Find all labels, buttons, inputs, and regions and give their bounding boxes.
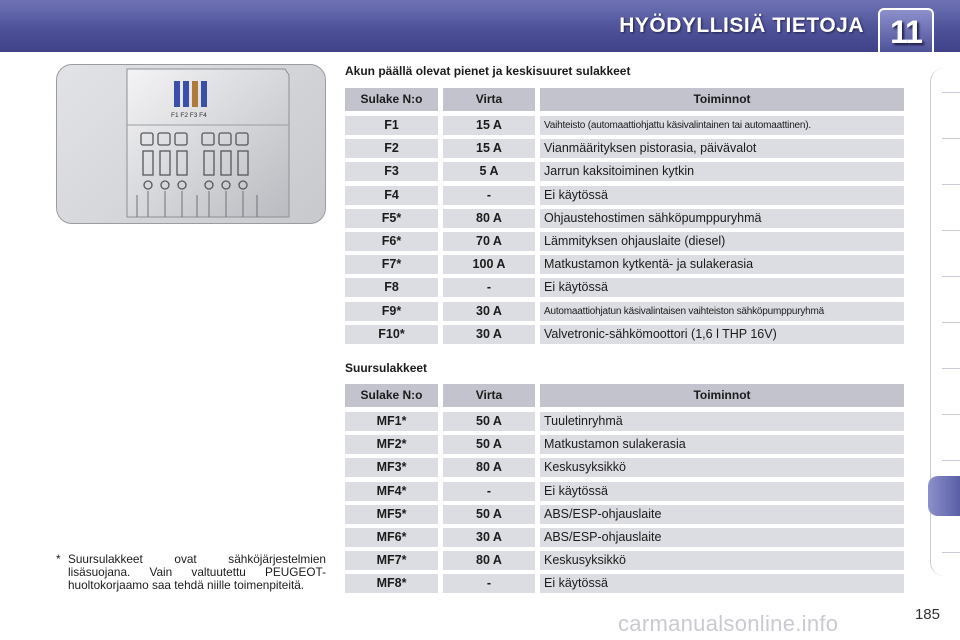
table-header-row (345, 88, 904, 116)
table-row (345, 574, 904, 597)
fuse-current: - (443, 278, 535, 297)
table-row (345, 528, 904, 551)
fuse-number: F1 (345, 116, 438, 135)
chapter-number: 11 (890, 14, 922, 50)
fuse-current: - (443, 482, 535, 501)
side-tick (942, 322, 960, 323)
side-tick (942, 276, 960, 277)
column-header-current: Virta (443, 88, 535, 111)
fuse-function: Ei käytössä (540, 186, 904, 205)
fuse-number: F2 (345, 139, 438, 158)
table-row (345, 162, 904, 185)
fuse-number: MF1* (345, 412, 438, 431)
small-fuses-table (345, 88, 904, 348)
fuse-function: Ohjaustehostimen sähköpumppuryhmä (540, 209, 904, 228)
fuse-number: F10* (345, 325, 438, 344)
table-row (345, 482, 904, 505)
header-band (0, 0, 960, 52)
side-tick (942, 368, 960, 369)
fuse-f2 (183, 81, 189, 107)
fuse-current: 15 A (443, 139, 535, 158)
fuse-function: Tuuletinryhmä (540, 412, 904, 431)
fuse-number: MF2* (345, 435, 438, 454)
side-tick (942, 552, 960, 553)
side-tick (942, 460, 960, 461)
side-tick (942, 92, 960, 93)
fuse-current: 100 A (443, 255, 535, 274)
fuse-number: MF3* (345, 458, 438, 477)
table-row (345, 435, 904, 458)
column-header-fuse: Sulake N:o (345, 88, 438, 111)
fuse-number: F7* (345, 255, 438, 274)
fuse-function: Vianmäärityksen pistorasia, päivävalot (540, 139, 904, 158)
fuse-function: Matkustamon kytkentä- ja sulakerasia (540, 255, 904, 274)
small-fuses-title: Akun päällä olevat pienet ja keskisuuret sulakkeet (345, 64, 631, 78)
fuse-number: MF4* (345, 482, 438, 501)
column-header-current: Virta (443, 384, 535, 407)
fuse-box-illustration (56, 64, 326, 224)
fuse-function: Keskusyksikkö (540, 551, 904, 570)
table-row (345, 278, 904, 301)
footnote-marker: * (56, 552, 61, 566)
fuse-box-drawing (57, 65, 326, 224)
column-header-function: Toiminnot (540, 384, 904, 407)
table-row (345, 232, 904, 255)
fuse-current: 5 A (443, 162, 535, 181)
table-row (345, 325, 904, 348)
page-number: 185 (914, 606, 940, 623)
fuse-current: 70 A (443, 232, 535, 251)
table-row (345, 116, 904, 139)
fuse-function: Ei käytössä (540, 482, 904, 501)
watermark: carmanualsonline.info (618, 611, 839, 636)
maxi-fuses-title: Suursulakkeet (345, 361, 428, 375)
fuse-function: Ei käytössä (540, 574, 904, 593)
table-row (345, 255, 904, 278)
table-row (345, 186, 904, 209)
side-tick (942, 184, 960, 185)
fuse-current: 50 A (443, 435, 535, 454)
table-row (345, 505, 904, 528)
fuse-function: Valvetronic-sähkömoottori (1,6 l THP 16V) (540, 325, 904, 344)
fuse-f3 (192, 81, 198, 107)
fuse-number: MF5* (345, 505, 438, 524)
table-row (345, 551, 904, 574)
fuse-function: Matkustamon sulakerasia (540, 435, 904, 454)
fuse-current: 15 A (443, 116, 535, 135)
fuse-number: F5* (345, 209, 438, 228)
fuse-f4 (201, 81, 207, 107)
fuse-number: F4 (345, 186, 438, 205)
table-row (345, 209, 904, 232)
table-row (345, 139, 904, 162)
active-chapter-tab[interactable] (928, 476, 960, 516)
fuse-current: 80 A (443, 458, 535, 477)
side-tick (942, 414, 960, 415)
page-title: HYÖDYLLISIÄ TIETOJA (619, 14, 864, 37)
fuse-function: Automaattiohjatun käsivalintaisen vaihteiston sähköpumppuryhmä (540, 302, 904, 321)
fuse-current: 80 A (443, 209, 535, 228)
fuse-number: F3 (345, 162, 438, 181)
fuse-number: F9* (345, 302, 438, 321)
fuse-function: Ei käytössä (540, 278, 904, 297)
footnote-text: Suursulakkeet ovat sähköjärjestelmien lisäsuojana. Vain valtuutettu PEUGEOT-huoltokorjaamo saa tehdä niille toimenpiteitä. (68, 552, 326, 592)
fuse-current: - (443, 186, 535, 205)
fuse-f1 (174, 81, 180, 107)
fuse-number: MF6* (345, 528, 438, 547)
fuse-function: Lämmityksen ohjauslaite (diesel) (540, 232, 904, 251)
fuse-current: - (443, 574, 535, 593)
fuse-function: Keskusyksikkö (540, 458, 904, 477)
table-row (345, 302, 904, 325)
table-row (345, 412, 904, 435)
fuse-current: 50 A (443, 505, 535, 524)
fuse-number: F8 (345, 278, 438, 297)
fuse-function: Jarrun kaksitoiminen kytkin (540, 162, 904, 181)
fuse-function: ABS/ESP-ohjauslaite (540, 528, 904, 547)
column-header-fuse: Sulake N:o (345, 384, 438, 407)
fuse-label-text: F1 F2 F3 F4 (171, 112, 207, 119)
side-tick (942, 138, 960, 139)
fuse-current: 80 A (443, 551, 535, 570)
fuse-function: Vaihteisto (automaattiohjattu käsivalintainen tai automaattinen). (540, 116, 904, 135)
fuse-current: 30 A (443, 302, 535, 321)
fuse-number: F6* (345, 232, 438, 251)
table-header-row (345, 384, 904, 412)
fuse-number: MF8* (345, 574, 438, 593)
fuse-current: 50 A (443, 412, 535, 431)
fuse-function: ABS/ESP-ohjauslaite (540, 505, 904, 524)
table-row (345, 458, 904, 481)
footnote (56, 553, 326, 592)
fuse-current: 30 A (443, 325, 535, 344)
maxi-fuses-table (345, 384, 904, 598)
chapter-tab (878, 8, 934, 52)
fuse-current: 30 A (443, 528, 535, 547)
column-header-function: Toiminnot (540, 88, 904, 111)
side-tick (942, 230, 960, 231)
fuse-number: MF7* (345, 551, 438, 570)
